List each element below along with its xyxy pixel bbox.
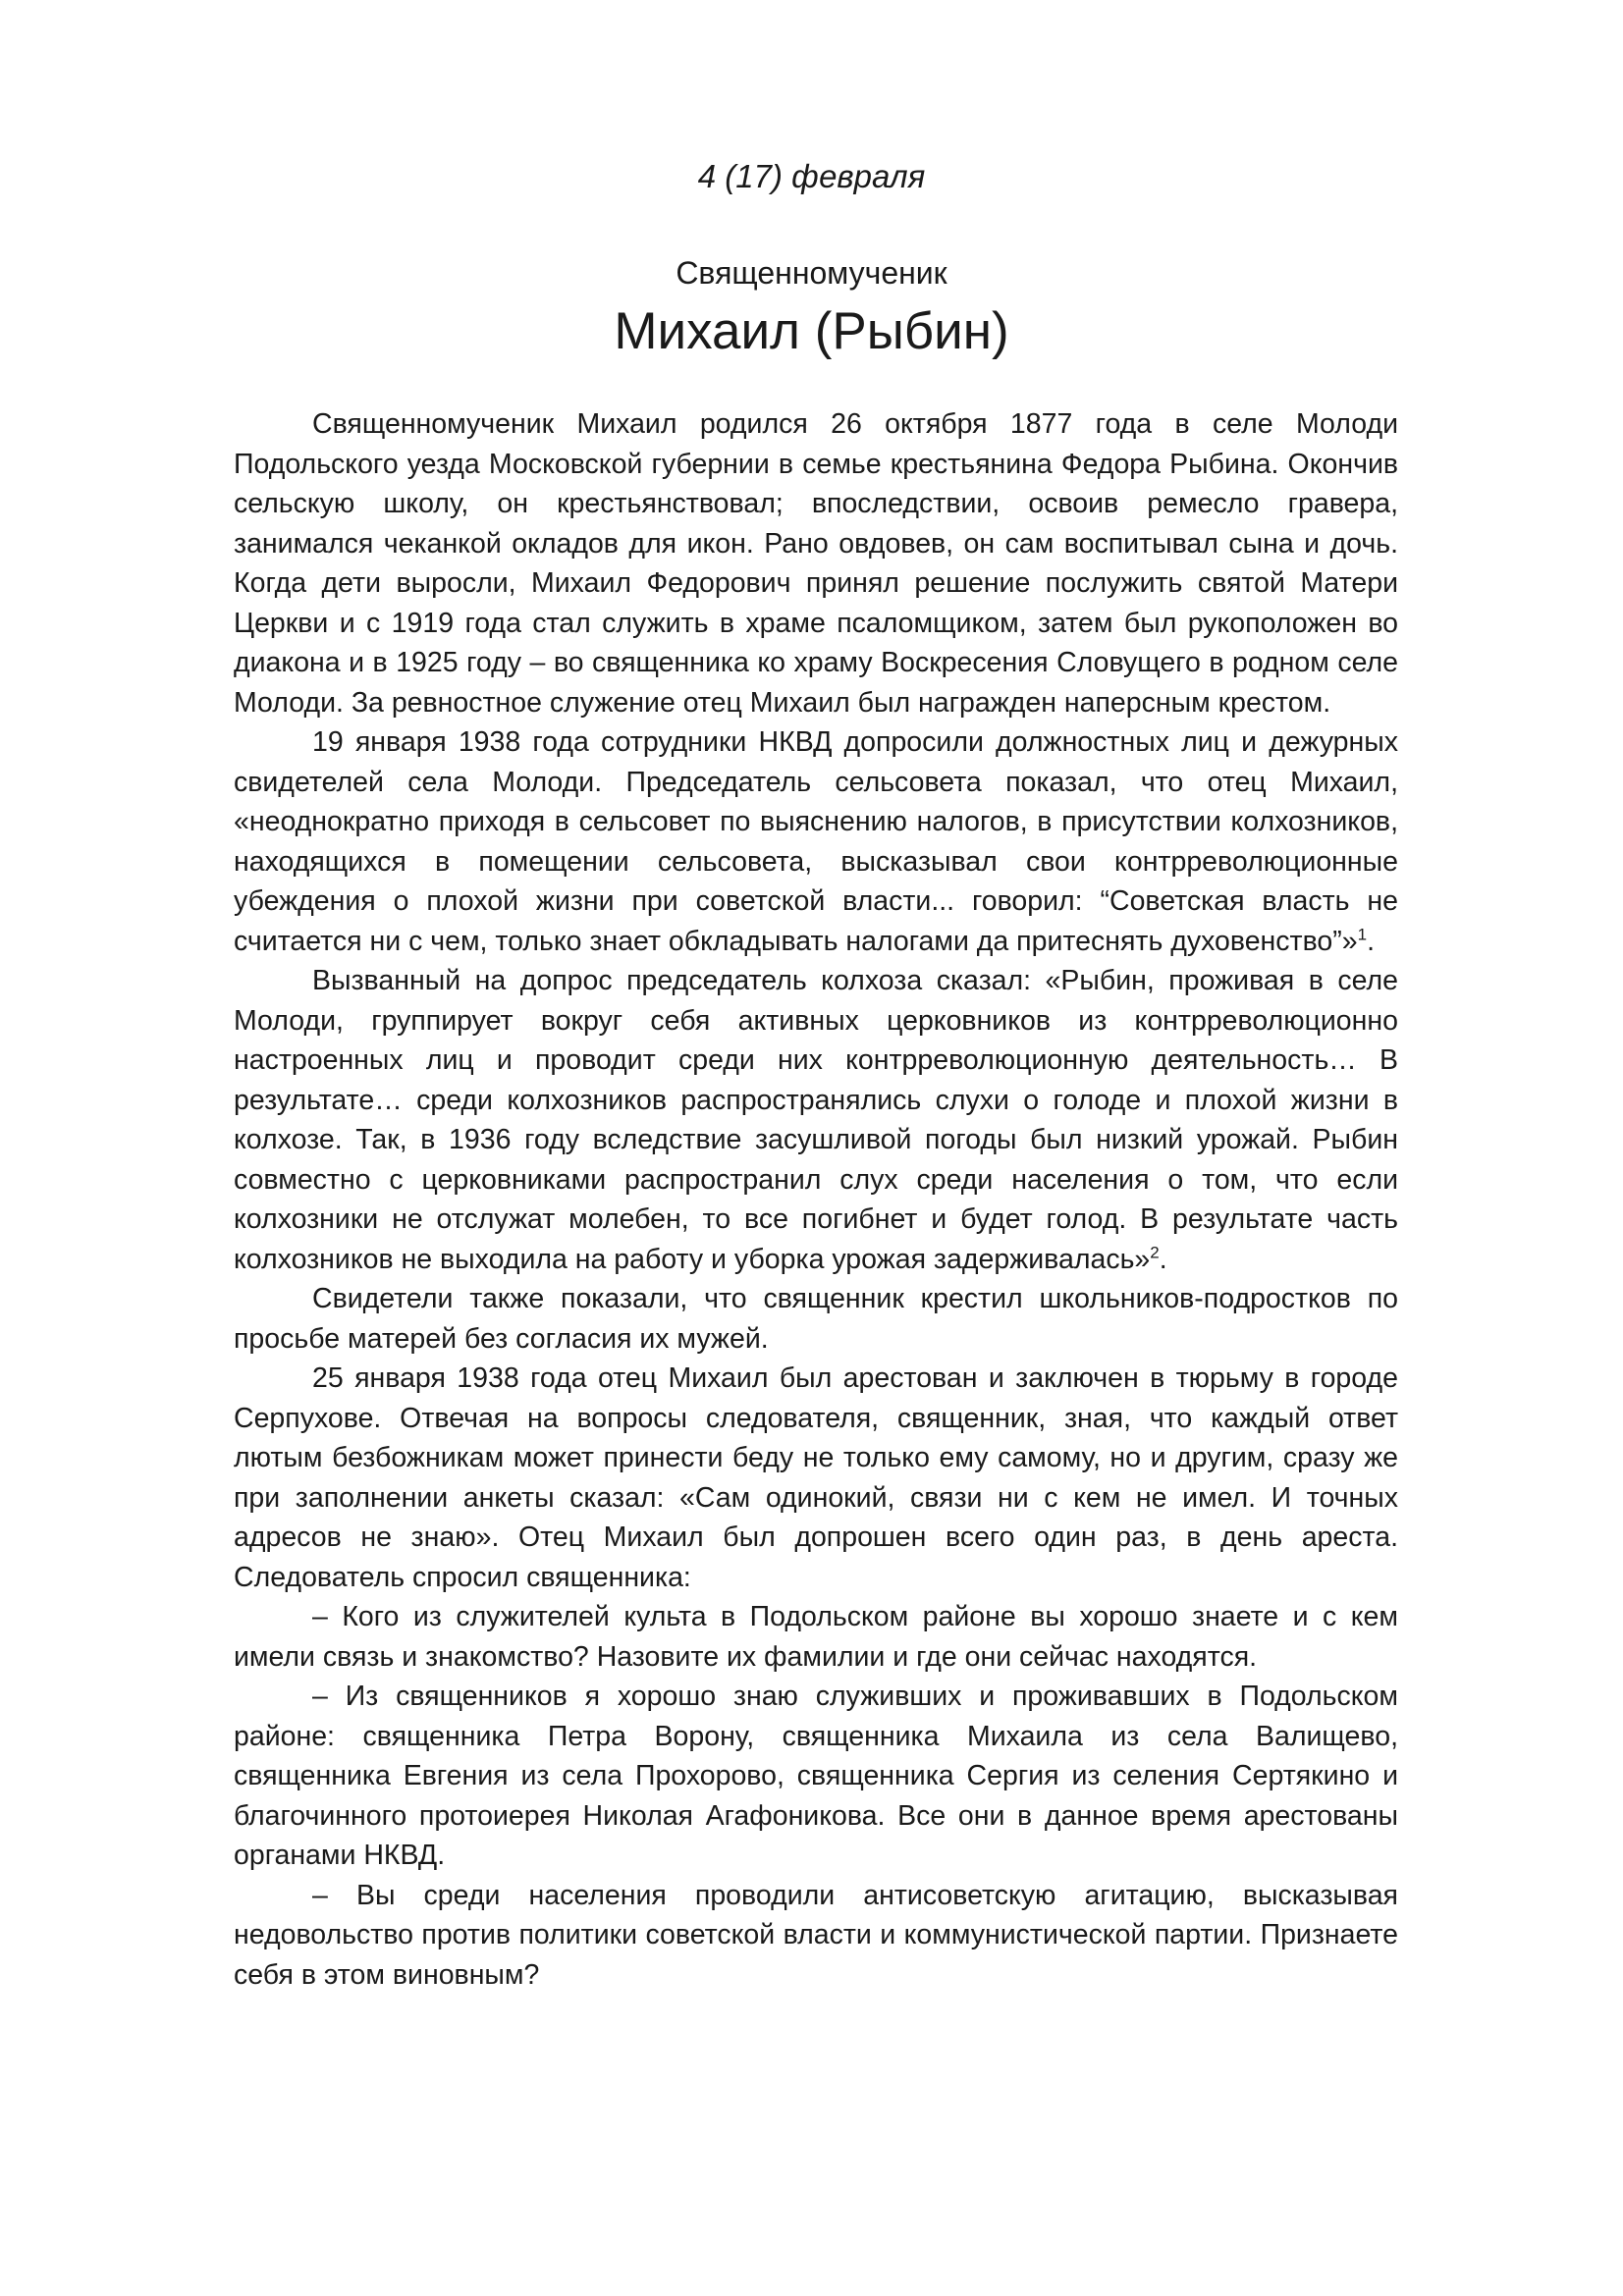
body-text xyxy=(234,404,1398,1995)
paragraph-text: – Кого из служителей культа в Подольском районе вы хорошо знаете и с кем имели связь и знакомство? Назовите их фамилии и где они сейчас находятся. xyxy=(234,1601,1398,1673)
footnote-reference[interactable]: 2 xyxy=(1150,1243,1160,1261)
paragraph-question-1 xyxy=(234,1597,1398,1677)
paragraph-testimony-council xyxy=(234,722,1398,961)
page-title: Михаил (Рыбин) xyxy=(614,302,1009,360)
paragraph-text: 19 января 1938 года сотрудники НКВД допросили должностных лиц и дежурных свидетелей села Молоди. Председатель сельсовета показал, что отец Михаил, «неоднократно приходя в сельсовет по выяснению налогов, в присутствии колхозников, находящихся в помещении сельсовета, высказывал свои контрреволюционные убеждения о плохой жизни при советской власти... говорил: “Советская власть не считается ни с чем, только знает обкладывать налогами да притеснять духовенство”» xyxy=(234,726,1398,957)
paragraph-tail: . xyxy=(1367,925,1375,957)
paragraph-arrest xyxy=(234,1359,1398,1597)
paragraph-text: Свидетели также показали, что священник крестил школьников-подростков по просьбе матерей без согласия их мужей. xyxy=(234,1283,1398,1355)
paragraph-text: Вызванный на допрос председатель колхоза сказал: «Рыбин, проживая в селе Молоди, группирует вокруг себя активных церковников из контрреволюционно настроенных лиц и проводит среди них контрреволюционную деятельность… В результате… среди колхозников распространялись слухи о голоде и плохой жизни в колхозе. Так, в 1936 году вследствие засушливой погоды был низкий урожай. Рыбин совместно с церковниками распространил слух среди населения о том, что если колхозники не отслужат молебен, то все погибнет и будет голод. В результате часть колхозников не выходила на работу и уборка урожая задерживалась» xyxy=(234,965,1398,1275)
paragraph-witnesses xyxy=(234,1279,1398,1359)
feast-date-heading: 4 (17) февраля xyxy=(697,158,926,194)
paragraph-question-2 xyxy=(234,1876,1398,1996)
paragraph-tail: . xyxy=(1159,1243,1167,1275)
footnote-reference[interactable]: 1 xyxy=(1357,925,1368,943)
paragraph-testimony-kolkhoz xyxy=(234,961,1398,1279)
page-subtitle: Священномученик xyxy=(676,255,947,291)
paragraph-text: 25 января 1938 года отец Михаил был арестован и заключен в тюрьму в городе Серпухове. Отвечая на вопросы следователя, священник, зная, что каждый ответ лютым безбожникам может принести беду не только ему самому, но и другим, сразу же при заполнении анкеты сказал: «Сам одинокий, связи ни с кем не имел. И точных адресов не знаю». Отец Михаил был допрошен всего один раз, в день ареста. Следователь спросил священника: xyxy=(234,1362,1398,1593)
paragraph-biography xyxy=(234,404,1398,722)
paragraph-text: – Из священников я хорошо знаю служивших и проживавших в Подольском районе: священника Петра Ворону, священника Михаила из села Валищево, священника Евгения из села Прохорово, священника Сергия из селения Сертякино и благочинного протоиерея Николая Агафоникова. Все они в данное время арестованы органами НКВД. xyxy=(234,1681,1398,1871)
paragraph-answer-1 xyxy=(234,1677,1398,1876)
paragraph-text: – Вы среди населения проводили антисоветскую агитацию, высказывая недовольство против политики советской власти и коммунистической партии. Признаете себя в этом виновным? xyxy=(234,1879,1398,1991)
paragraph-text: Священномученик Михаил родился 26 октября 1877 года в селе Молоди Подольского уезда Московской губернии в семье крестьянина Федора Рыбина. Окончив сельскую школу, он крестьянствовал; впоследствии, освоив ремесло гравера, занимался чеканкой окладов для икон. Рано овдовев, он сам воспитывал сына и дочь. Когда дети выросли, Михаил Федорович принял решение послужить святой Матери Церкви и с 1919 года стал служить в храме псаломщиком, затем был рукоположен во диакона и в 1925 году – во священника ко храму Воскресения Словущего в родном селе Молоди. За ревностное служение отец Михаил был награжден наперсным крестом. xyxy=(234,408,1398,719)
